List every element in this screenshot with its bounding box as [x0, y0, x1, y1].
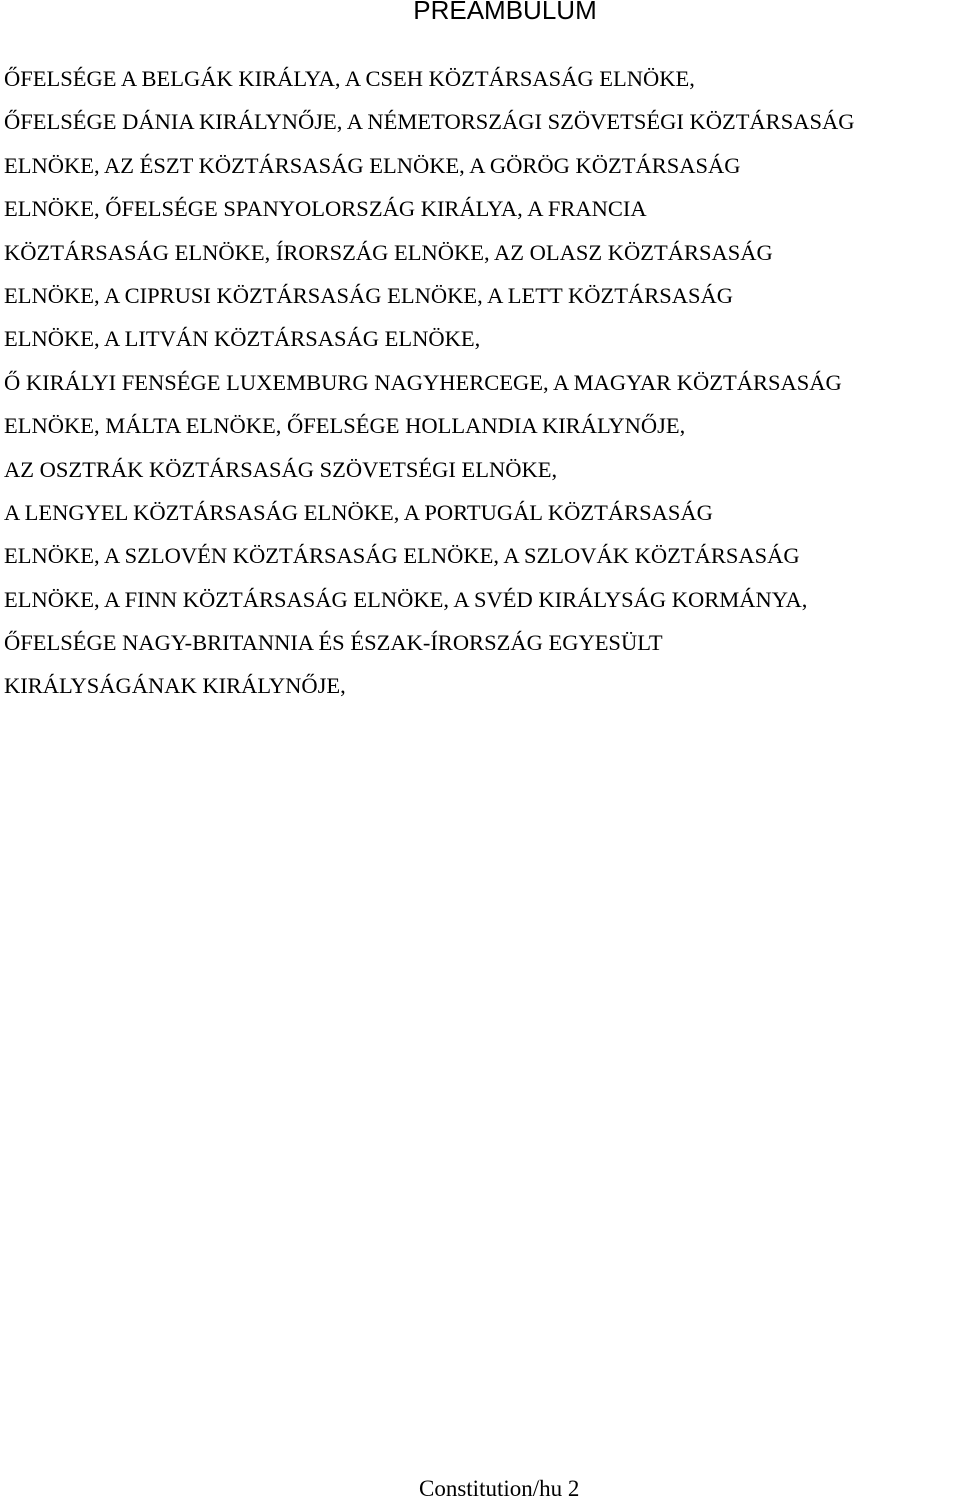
preamble-line: ELNÖKE, A FINN KÖZTÁRSASÁG ELNÖKE, A SVÉD KIRÁLYSÁG KORMÁNYA,	[4, 586, 808, 612]
preamble-line: ŐFELSÉGE NAGY-BRITANNIA ÉS ÉSZAK-ÍRORSZÁG EGYESÜLT	[4, 630, 663, 656]
preamble-line: ELNÖKE, A CIPRUSI KÖZTÁRSASÁG ELNÖKE, A LETT KÖZTÁRSASÁG	[4, 282, 733, 308]
preamble-line: ELNÖKE, MÁLTA ELNÖKE, ŐFELSÉGE HOLLANDIA KIRÁLYNŐJE,	[4, 413, 686, 439]
preamble-line: ELNÖKE, ŐFELSÉGE SPANYOLORSZÁG KIRÁLYA, A FRANCIA	[4, 196, 647, 222]
preamble-line: ELNÖKE, A LITVÁN KÖZTÁRSASÁG ELNÖKE,	[4, 326, 481, 352]
preamble-line: KÖZTÁRSASÁG ELNÖKE, ÍRORSZÁG ELNÖKE, AZ OLASZ KÖZTÁRSASÁG	[4, 239, 773, 265]
preamble-line: AZ OSZTRÁK KÖZTÁRSASÁG SZÖVETSÉGI ELNÖKE,	[4, 456, 558, 482]
preamble-line: ELNÖKE, AZ ÉSZT KÖZTÁRSASÁG ELNÖKE, A GÖRÖG KÖZTÁRSASÁG	[4, 152, 741, 178]
preamble-line: A LENGYEL KÖZTÁRSASÁG ELNÖKE, A PORTUGÁL KÖZTÁRSASÁG	[4, 499, 713, 525]
preamble-line: ELNÖKE, A SZLOVÉN KÖZTÁRSASÁG ELNÖKE, A SZLOVÁK KÖZTÁRSASÁG	[4, 543, 800, 569]
preamble-line: ŐFELSÉGE A BELGÁK KIRÁLYA, A CSEH KÖZTÁRSASÁG ELNÖKE,	[4, 66, 695, 91]
page-title: PREAMBULUM	[413, 0, 597, 25]
page-footer: Constitution/hu 2	[419, 1476, 580, 1501]
preamble-body	[4, 66, 855, 736]
preamble-line: ŐFELSÉGE DÁNIA KIRÁLYNŐJE, A NÉMETORSZÁGI SZÖVETSÉGI KÖZTÁRSASÁG	[4, 109, 855, 135]
preamble-line: Ő KIRÁLYI FENSÉGE LUXEMBURG NAGYHERCEGE, A MAGYAR KÖZTÁRSASÁG	[4, 369, 842, 395]
preamble-line: KIRÁLYSÁGÁNAK KIRÁLYNŐJE,	[4, 673, 346, 699]
